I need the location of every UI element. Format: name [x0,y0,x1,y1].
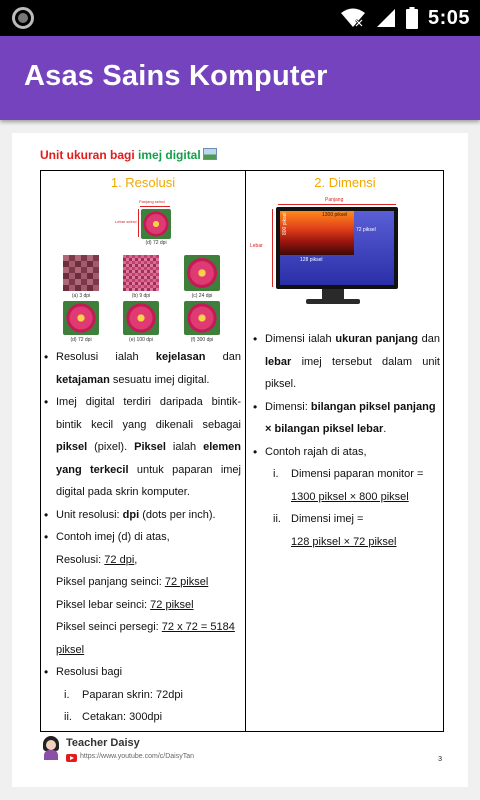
list-item: • Resolusi ialah kejelasan dan ketajaman sesuatu imej digital. [41,346,241,391]
sub-item: ii. Dimensi imej = 128 piksel × 72 piksel [273,513,397,548]
note-page [12,133,468,787]
dimension-notes [250,328,440,553]
author-name: Teacher Daisy [66,737,140,749]
sync-icon [12,7,34,29]
caption-a: (a) 3 dpi [71,293,91,299]
resolution-column [41,171,245,731]
image-3dpi [63,255,99,291]
heading-text: Unit ukuran bagi [40,148,139,162]
image-100dpi [123,301,159,335]
battery-icon [406,7,418,29]
label-1300: 1300 piksel [322,212,348,218]
label-panjang-seinci: Panjang seinci [139,199,166,204]
monitor-screen [276,207,398,289]
caption-d: (d) 72 dpi [70,337,92,343]
list-item: • Contoh imej (d) di atas, Resolusi: 72 dpi, Piksel panjang seinci: 72 piksel Piksel lebar seinci: 72 piksel Piksel seinci persegi: 72 x 72 = 5184 piksel [41,526,241,661]
label-800: 800 piksel [282,212,288,235]
wifi-icon [340,8,366,28]
signal-icon [376,8,396,28]
caption-b: (b) 9 dpi [131,293,151,299]
image-icon [203,148,217,160]
height-arrow [138,209,139,237]
sub-item: i. Dimensi paparan monitor = 1300 piksel × 800 piksel [273,468,424,503]
dimension-title: 2. Dimensi [314,175,376,190]
status-bar [0,0,480,36]
clock: 5:05 [427,6,470,29]
monitor-figure [250,197,420,319]
app-title: Asas Sains Komputer [24,60,328,92]
width-arrow [278,204,396,205]
page-heading [40,148,217,162]
youtube-icon [66,754,77,762]
list-item: • Dimensi ialah ukuran panjang dan lebar imej tersebut dalam unit piksel. [250,328,440,396]
app-bar [0,36,480,120]
image-300dpi [184,301,220,335]
image-72dpi [63,301,99,335]
list-item: • Unit resolusi: dpi (dots per inch). [41,504,241,527]
width-arrow [140,206,170,207]
caption-e: (e) 100 dpi [129,337,153,343]
resolution-title: 1. Resolusi [110,175,176,190]
caption-c: (c) 24 dpi [191,293,213,299]
label-128: 128 piksel [300,257,323,263]
channel-url: https://www.youtube.com/c/DaisyTan [80,753,194,760]
resolution-figure [41,195,245,345]
caption-top: (d) 72 dpi [145,240,167,246]
dimension-column [246,171,444,731]
flower-image-72dpi-large [141,209,171,239]
page-number: 3 [438,756,442,763]
list-item: • Imej digital terdiri daripada bintik-bintik kecil yang dikenali sebagai piksel (pixel). Piksel ialah elemen yang terkecil untuk paparan imej digital pada skrin komputer. [41,391,241,504]
sub-item: i. Paparan skrin: 72dpi [64,688,183,701]
heading-highlight: imej digital [138,148,201,162]
caption-f: (f) 300 dpi [190,337,214,343]
content-table [40,170,444,732]
status-icons [340,0,470,36]
image-9dpi [123,255,159,291]
resolution-notes [41,346,241,729]
avatar [41,736,61,760]
label-lebar: Lebar [250,243,263,249]
list-item: • Dimensi: bilangan piksel panjang × bilangan piksel lebar. [250,396,440,441]
image-24dpi [184,255,220,291]
sub-item: ii. Cetakan: 300dpi [64,711,163,723]
list-item: • Contoh rajah di atas, i. Dimensi paparan monitor = 1300 piksel × 800 piksel ii. Dimensi imej = 128 piksel × 72 piksel [250,441,440,554]
label-lebar-seinci: Lebar seinci [115,219,137,224]
label-panjang: Panjang [325,197,344,203]
height-arrow [272,209,273,287]
label-72: 72 piksel [356,227,376,233]
list-item: • Resolusi bagi i. Paparan skrin: 72dpi ii. Cetakan: 300dpi [41,661,241,729]
